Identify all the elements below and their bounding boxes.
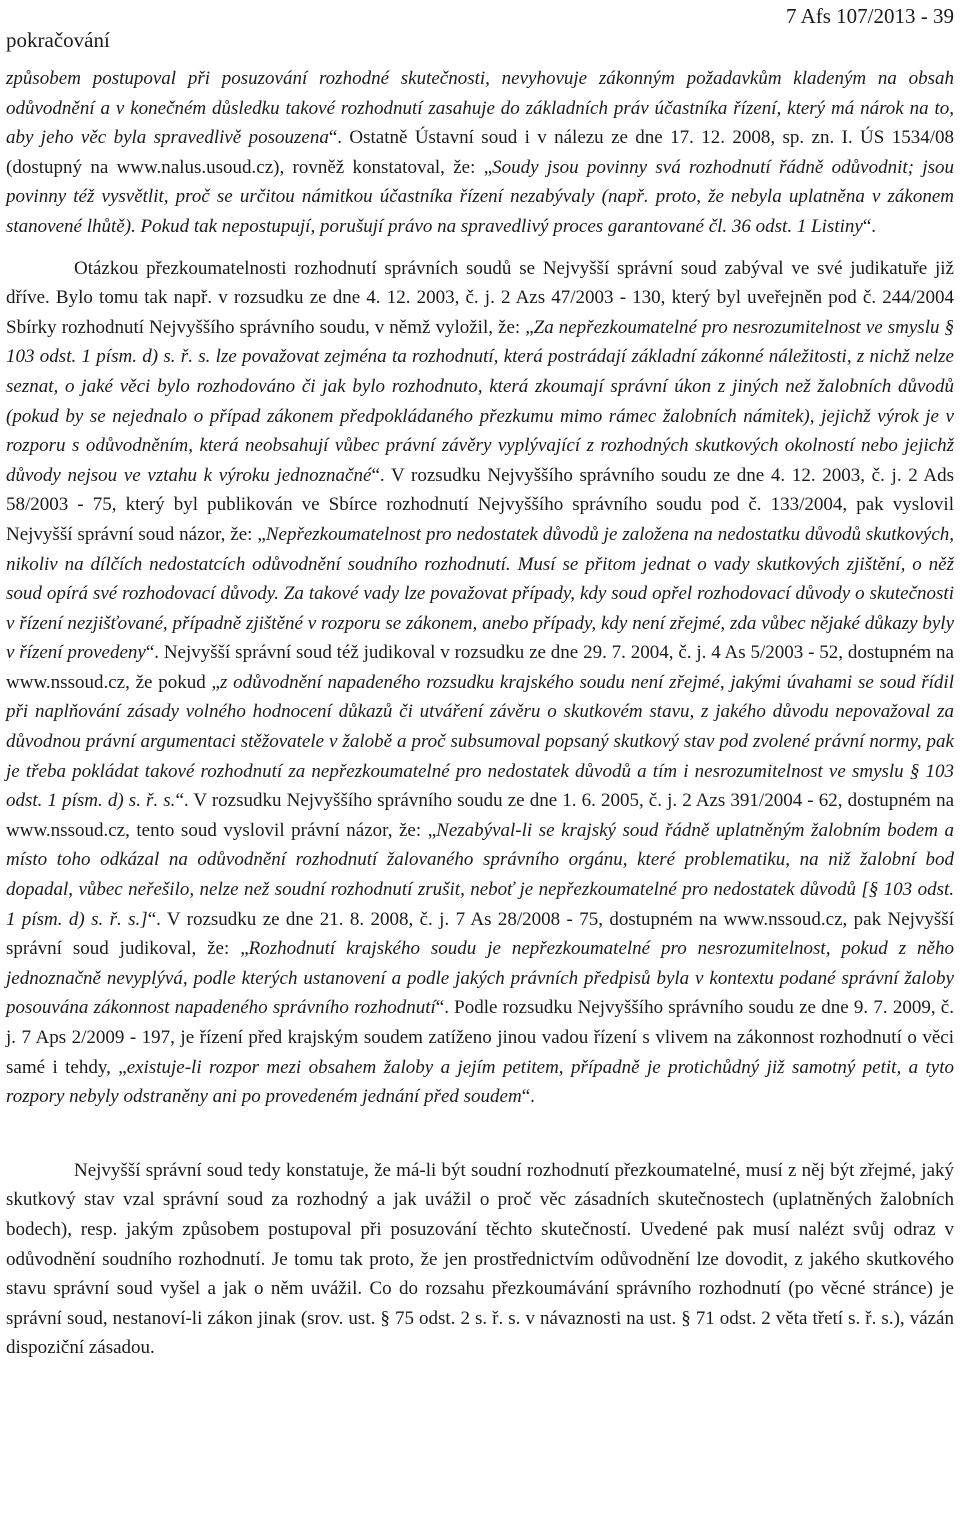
quote-text: Za nepřezkoumatelné pro nesrozumitelnost ve smyslu § 103 odst. 1 písm. d) s. ř. s. lze považovat zejména ta rozhodnutí, která postrádají základní zákonné náležitosti, z nichž nelze seznat, o jaké věci bylo rozhodováno či jak bylo rozhodnuto, která zkoumají správní úkon z jiných než žalobních důvodů (pokud by se nejednalo o případ zákonem předpokládaného přezkumu mimo rámec žalobních námitek), jejichž výrok je v rozporu s odůvodněním, která neobsahují vůbec právní závěry vyplývající z rozhodných skutkových okolností nebo jejichž důvody nejsou ve vztahu k výroku jednoznačné (6, 316, 955, 486)
paragraph-3 (6, 1156, 954, 1363)
case-number: 7 Afs 107/2013 - 39 (786, 4, 954, 28)
quote-text: Nezabýval-li se krajský soud řádně uplatněným žalobním bodem a místo toho odkázal na odůvodnění rozhodnutí žalovaného správního orgánu, které problematiku, na niž žalobní bod dopadal, vůbec neřešilo, nelze než soudní rozhodnutí zrušit, neboť je nepřezkoumatelné pro nedostatek důvodů [§ 103 odst. 1 písm. d) s. ř. s.] (6, 819, 954, 930)
body-text: “. (521, 1086, 535, 1108)
quote-text: z odůvodnění napadeného rozsudku krajského soudu není zřejmé, jakými úvahami se soud řídil při naplňování zásady volného hodnocení důkazů či utváření závěru o skutkovém stavu, z jakého důvodu nepovažoval za důvodnou právní argumentaci stěžovatele v žalobě a proč subsumoval popsaný skutkový stav pod zvolené právní normy, pak je třeba pokládat takové rozhodnutí za nepřezkoumatelné pro nedostatek důvodů a tím i nesrozumitelnost ve smyslu § 103 odst. 1 písm. d) s. ř. s. (6, 671, 954, 812)
body-text: “. V rozsudku ze dne 21. 8. 2008, č. j. 7 As 28/2008 - 75, dostupném na www.nssoud.cz, pak Nejvyšší správní soud judikoval, že: „ (6, 908, 954, 960)
body-text: “. (862, 215, 876, 237)
continuation-label: pokračování (6, 28, 110, 52)
body-text: “. Podle rozsudku Nejvyššího správního soudu ze dne 9. 7. 2009, č. j. 7 Aps 2/2009 - 197, je řízení před krajským soudem zatíženo jinou vadou řízení s vlivem na zákonnost rozhodnutí o věci samé i tehdy, „ (6, 997, 954, 1078)
quote-text: Nepřezkoumatelnost pro nedostatek důvodů je založena na nedostatku důvodů skutkových, nikoliv na dílčích nedostatcích odůvodnění soudního rozhodnutí. Musí se přitom jednat o vady skutkových zjištění, o něž soud opírá své rozhodovací důvody. Za takové vady lze považovat případy, kdy soud opřel rozhodovací důvody o skutečnosti v řízení nezjišťované, případně zjištěné v rozporu se zákonem, anebo případy, kdy není zřejmé, zda vůbec nějaké důkazy byly v řízení provedeny (6, 523, 954, 664)
document-body (6, 64, 954, 1363)
quote-text: existuje-li rozpor mezi obsahem žaloby a jejím petitem, případně je protichůdný již samotný petit, a tyto rozpory nebyly odstraněny ani po provedeném jednání před soudem (6, 1056, 954, 1108)
body-text: “. V rozsudku Nejvyššího správního soudu ze dne 1. 6. 2005, č. j. 2 Azs 391/2004 - 62, dostupném na www.nssoud.cz, tento soud vyslovil právní názor, že: „ (6, 790, 954, 841)
quote-text: Rozhodnutí krajského soudu je nepřezkoumatelné pro nesrozumitelnost, pokud z něho jednoznačně nevyplývá, podle kterých ustanovení a podle jakých právních předpisů byla v kontextu podané správní žaloby posouvána zákonnost napadeného správního rozhodnutí (6, 938, 954, 1019)
body-text: Otázkou přezkoumatelnosti rozhodnutí správních soudů se Nejvyšší správní soud zabýval ve své judikatuře již dříve. Bylo tomu tak např. v rozsudku ze dne 4. 12. 2003, č. j. 2 Azs 47/2003 - 130, který byl uveřejněn pod č. 244/2004 Sbírky rozhodnutí Nejvyššího správního soudu, v němž vyložil, že: „ (6, 257, 954, 338)
paragraph-1 (6, 64, 954, 242)
body-text: “. Nejvyšší správní soud též judikoval v rozsudku ze dne 29. 7. 2004, č. j. 4 As 5/2003 - 52, dostupném na www.nssoud.cz, že pokud „ (6, 642, 954, 693)
paragraph-2 (6, 254, 954, 1112)
quote-text: Soudy jsou povinny svá rozhodnutí řádně odůvodnit; jsou povinny též vysvětlit, proč se určitou námitkou účastníka řízení nezabývaly (např. proto, že nebyla uplatněna v zákonem stanovené lhůtě). Pokud tak nepostupují, porušují právo na spravedlivý proces garantované čl. 36 odst. 1 Listiny (6, 156, 954, 237)
body-text: Nejvyšší správní soud tedy konstatuje, že má-li být soudní rozhodnutí přezkoumatelné, musí z něj být zřejmé, jaký skutkový stav vzal správní soud za rozhodný a jak uvážil o proč věc zásadních skutečnostech (uplatněných žalobních bodech), resp. jakým způsobem postupoval při posuzování těchto skutečností. Uvedené pak musí nalézt svůj odraz v odůvodnění soudního rozhodnutí. Je tomu tak proto, že jen prostřednictvím odůvodnění lze dovodit, z jakého skutkového stavu správní soud vyšel a jak o něm uvážil. Co do rozsahu přezkoumávání správního rozhodnutí (po věcné stránce) je správní soud, nestanoví-li zákon jinak (srov. ust. § 75 odst. 2 s. ř. s. v návaznosti na ust. § 71 odst. 2 věta třetí s. ř. s.), vázán dispoziční zásadou. (6, 1159, 954, 1359)
quote-text: způsobem postupoval při posuzování rozhodné skutečnosti, nevyhovuje zákonným požadavkům kladeným na obsah odůvodnění a v konečném důsledku takové rozhodnutí zasahuje do základních práv účastníka řízení, který má nárok na to, aby jeho věc byla spravedlivě posouzena (6, 68, 954, 149)
body-text: “. V rozsudku Nejvyššího správního soudu ze dne 4. 12. 2003, č. j. 2 Ads 58/2003 - 75, který byl publikován ve Sbírce rozhodnutí Nejvyššího správního soudu pod č. 133/2004, pak vyslovil Nejvyšší správní soud názor, že: „ (6, 464, 955, 545)
body-text: “. Ostatně Ústavní soud i v nálezu ze dne 17. 12. 2008, sp. zn. I. ÚS 1534/08 (dostupný na www.nalus.usoud.cz), rovněž konstatoval, že: „ (6, 127, 954, 178)
